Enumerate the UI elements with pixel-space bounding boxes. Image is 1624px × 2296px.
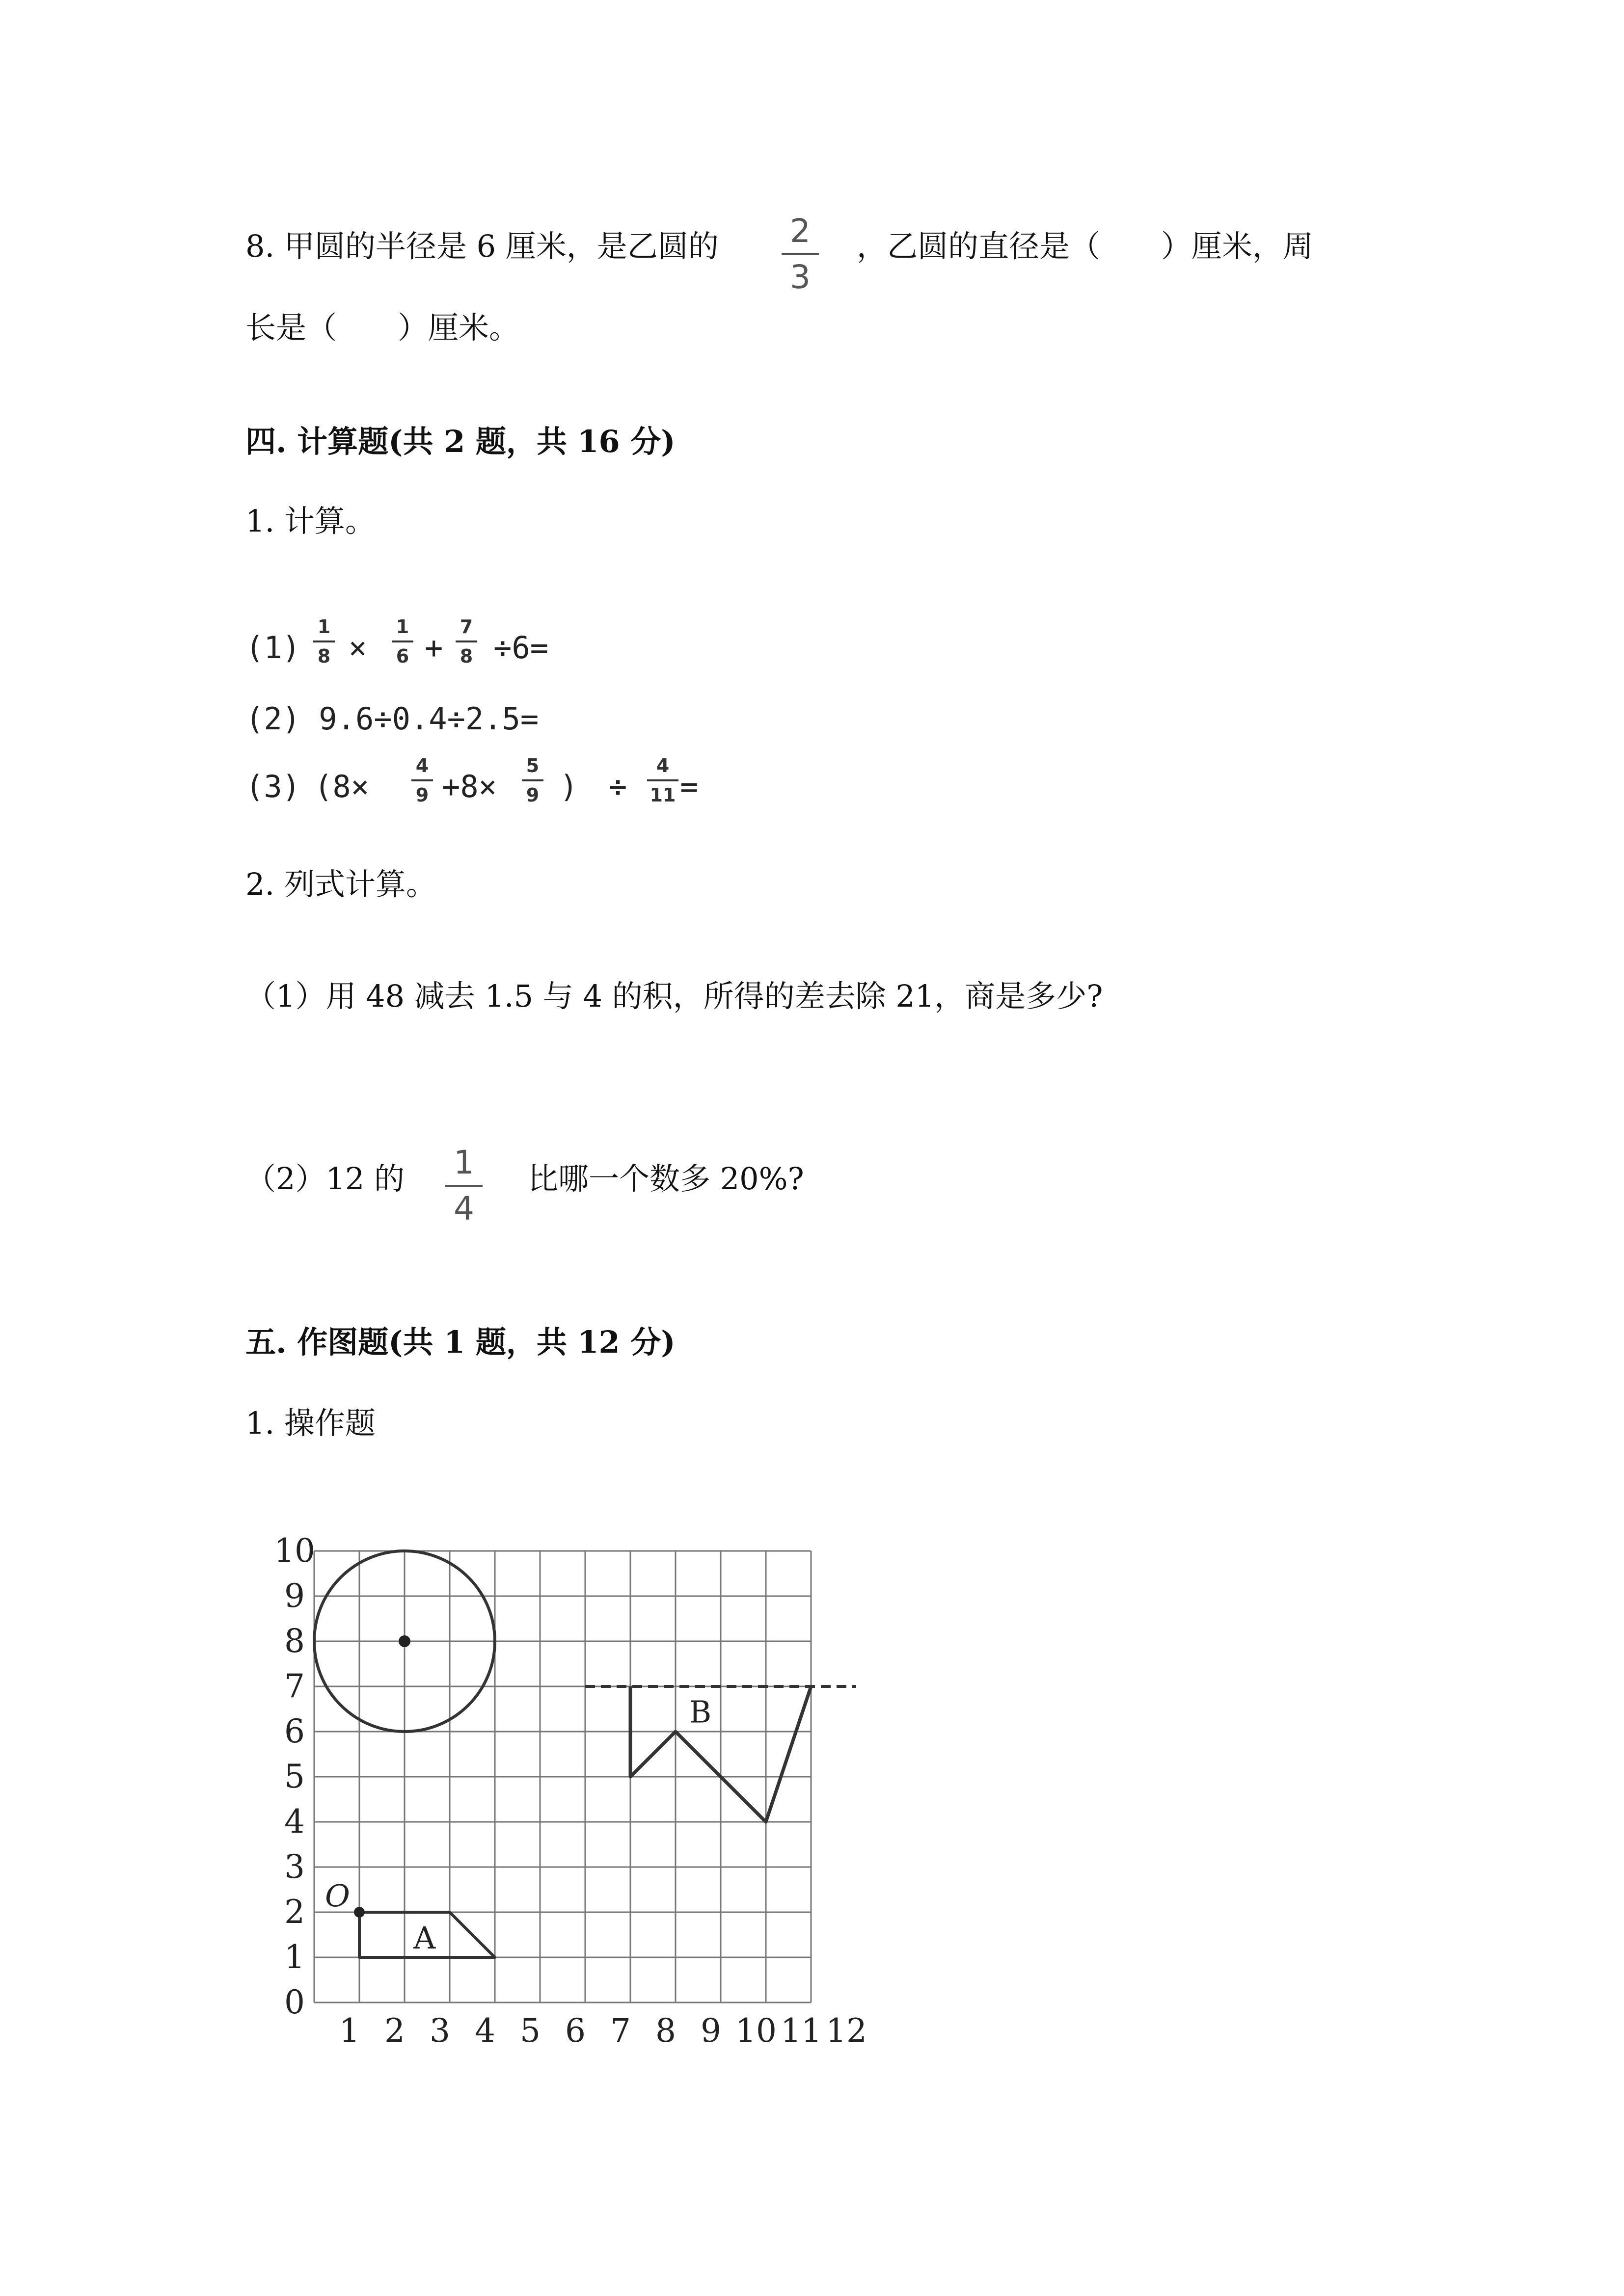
calc-3-op: ÷ bbox=[609, 769, 627, 804]
origin-dot bbox=[354, 1907, 365, 1918]
q2-2-frac-num: 1 bbox=[454, 1144, 474, 1181]
calc-item-2 bbox=[245, 687, 638, 751]
x-tick-label: 8 bbox=[655, 2012, 676, 2050]
calc-3-frac-1-den: 9 bbox=[415, 784, 429, 806]
y-tick-label: 7 bbox=[284, 1667, 305, 1705]
section5-title: 五. 作图题(共 1 题，共 12 分) bbox=[245, 1324, 676, 1360]
calc-1-op1: × bbox=[349, 630, 367, 666]
q2-2-fraction bbox=[434, 1144, 493, 1228]
section5-q1-title: 1. 操作题 bbox=[245, 1405, 376, 1441]
calc-1-frac-3-num: 7 bbox=[460, 616, 473, 638]
calc-3-frac-1-num: 4 bbox=[415, 755, 429, 776]
shape-b-label: B bbox=[689, 1694, 712, 1730]
q8-line1 bbox=[245, 227, 719, 266]
calc-3-frac-3-bar bbox=[647, 779, 678, 781]
y-tick-label: 2 bbox=[284, 1893, 305, 1931]
calc-3-frac-2 bbox=[518, 755, 547, 806]
calc-1-frac-2 bbox=[388, 616, 417, 667]
x-tick-label: 10 bbox=[735, 2012, 777, 2050]
calc-1-frac-1-bar bbox=[313, 641, 335, 642]
q8-frac-num: 2 bbox=[790, 212, 811, 250]
q8-part1: 8. 甲圆的半径是 6 厘米，是乙圆的 bbox=[245, 228, 719, 264]
calc-1-frac-2-num: 1 bbox=[396, 616, 409, 638]
grid-lines bbox=[314, 1551, 811, 2002]
calc-1-frac-3-den: 8 bbox=[460, 645, 473, 667]
calc-3-frac-1 bbox=[407, 755, 437, 806]
calc-3-frac-2-den: 9 bbox=[526, 784, 540, 806]
calc-3-label: (3) bbox=[245, 769, 300, 804]
x-tick-label: 5 bbox=[520, 2012, 541, 2050]
calc-3-close: ) bbox=[560, 769, 578, 804]
y-tick-label: 9 bbox=[284, 1577, 305, 1615]
q8-part2: ，乙圆的直径是（ ）厘米，周 bbox=[857, 228, 1314, 264]
y-tick-label: 8 bbox=[284, 1622, 305, 1660]
calc-1-frac-1-den: 8 bbox=[317, 645, 331, 667]
calc-3-mid: +8× bbox=[442, 769, 497, 804]
calc-1-frac-1 bbox=[309, 616, 339, 667]
calc-item-3 bbox=[245, 755, 736, 819]
x-tick-label: 9 bbox=[701, 2012, 721, 2050]
x-tick-label: 12 bbox=[826, 2012, 867, 2050]
q8-line2: 长是（ ）厘米。 bbox=[245, 310, 520, 346]
circle-center-dot bbox=[399, 1635, 410, 1647]
x-tick-label: 1 bbox=[339, 2012, 360, 2050]
calc-1-frac-3 bbox=[452, 616, 481, 667]
section4-q2-2-post: 比哪一个数多 20%? bbox=[528, 1161, 804, 1197]
y-tick-label: 4 bbox=[284, 1803, 305, 1841]
calc-3-open: (8× bbox=[314, 769, 369, 804]
q8-frac-den: 3 bbox=[790, 258, 811, 296]
q8-line1-tail bbox=[857, 227, 1313, 266]
y-tick-label: 1 bbox=[284, 1938, 305, 1976]
x-tick-label: 4 bbox=[475, 2012, 495, 2050]
calc-3-frac-3-den: 11 bbox=[650, 784, 676, 806]
calc-3-frac-3 bbox=[643, 755, 682, 806]
origin-label: O bbox=[325, 1878, 350, 1914]
y-axis-tick-labels bbox=[274, 1532, 315, 2021]
y-tick-label: 3 bbox=[284, 1848, 305, 1886]
y-tick-label: 6 bbox=[284, 1712, 305, 1750]
calc-3-frac-2-bar bbox=[522, 779, 543, 781]
q8-frac-bar bbox=[782, 253, 819, 255]
calc-1-frac-1-num: 1 bbox=[317, 616, 331, 638]
x-tick-label: 3 bbox=[430, 2012, 450, 2050]
calc-1-frac-3-bar bbox=[456, 641, 477, 642]
calc-3-frac-2-num: 5 bbox=[526, 755, 540, 776]
coordinate-grid-figure bbox=[241, 1512, 893, 2052]
y-tick-label: 0 bbox=[284, 1983, 305, 2021]
x-tick-label: 11 bbox=[781, 2012, 822, 2050]
section4-q1-title: 1. 计算。 bbox=[245, 503, 376, 539]
section4-q2-title: 2. 列式计算。 bbox=[245, 866, 436, 902]
section4-q2-1: （1）用 48 减去 1.5 与 4 的积，所得的差去除 21，商是多少? bbox=[245, 978, 1103, 1014]
calc-1-frac-2-bar bbox=[392, 641, 413, 642]
calc-1-frac-2-den: 6 bbox=[396, 645, 409, 667]
x-tick-label: 6 bbox=[565, 2012, 586, 2050]
section4-q2-2-pre: （2）12 的 bbox=[245, 1161, 405, 1197]
y-tick-label: 5 bbox=[284, 1758, 305, 1795]
calc-1-op2: + bbox=[425, 630, 443, 666]
calc-2-text: (2) 9.6÷0.4÷2.5= bbox=[245, 701, 539, 737]
calc-3-tail: = bbox=[680, 769, 699, 804]
y-tick-label: 10 bbox=[274, 1532, 315, 1570]
x-tick-label: 7 bbox=[610, 2012, 631, 2050]
q2-2-frac-den: 4 bbox=[454, 1190, 474, 1228]
calc-1-label: (1) bbox=[245, 630, 300, 666]
calc-3-frac-3-num: 4 bbox=[656, 755, 670, 776]
section4-title: 四. 计算题(共 2 题，共 16 分) bbox=[245, 424, 676, 459]
calc-1-tail: ÷6= bbox=[493, 630, 548, 666]
q8-fraction bbox=[771, 212, 830, 296]
calc-item-1 bbox=[245, 616, 638, 680]
calc-3-frac-1-bar bbox=[411, 779, 433, 781]
x-axis-tick-labels bbox=[339, 2012, 867, 2050]
q2-2-frac-bar bbox=[445, 1185, 483, 1187]
x-tick-label: 2 bbox=[384, 2012, 405, 2050]
shape-a-label: A bbox=[413, 1920, 436, 1956]
